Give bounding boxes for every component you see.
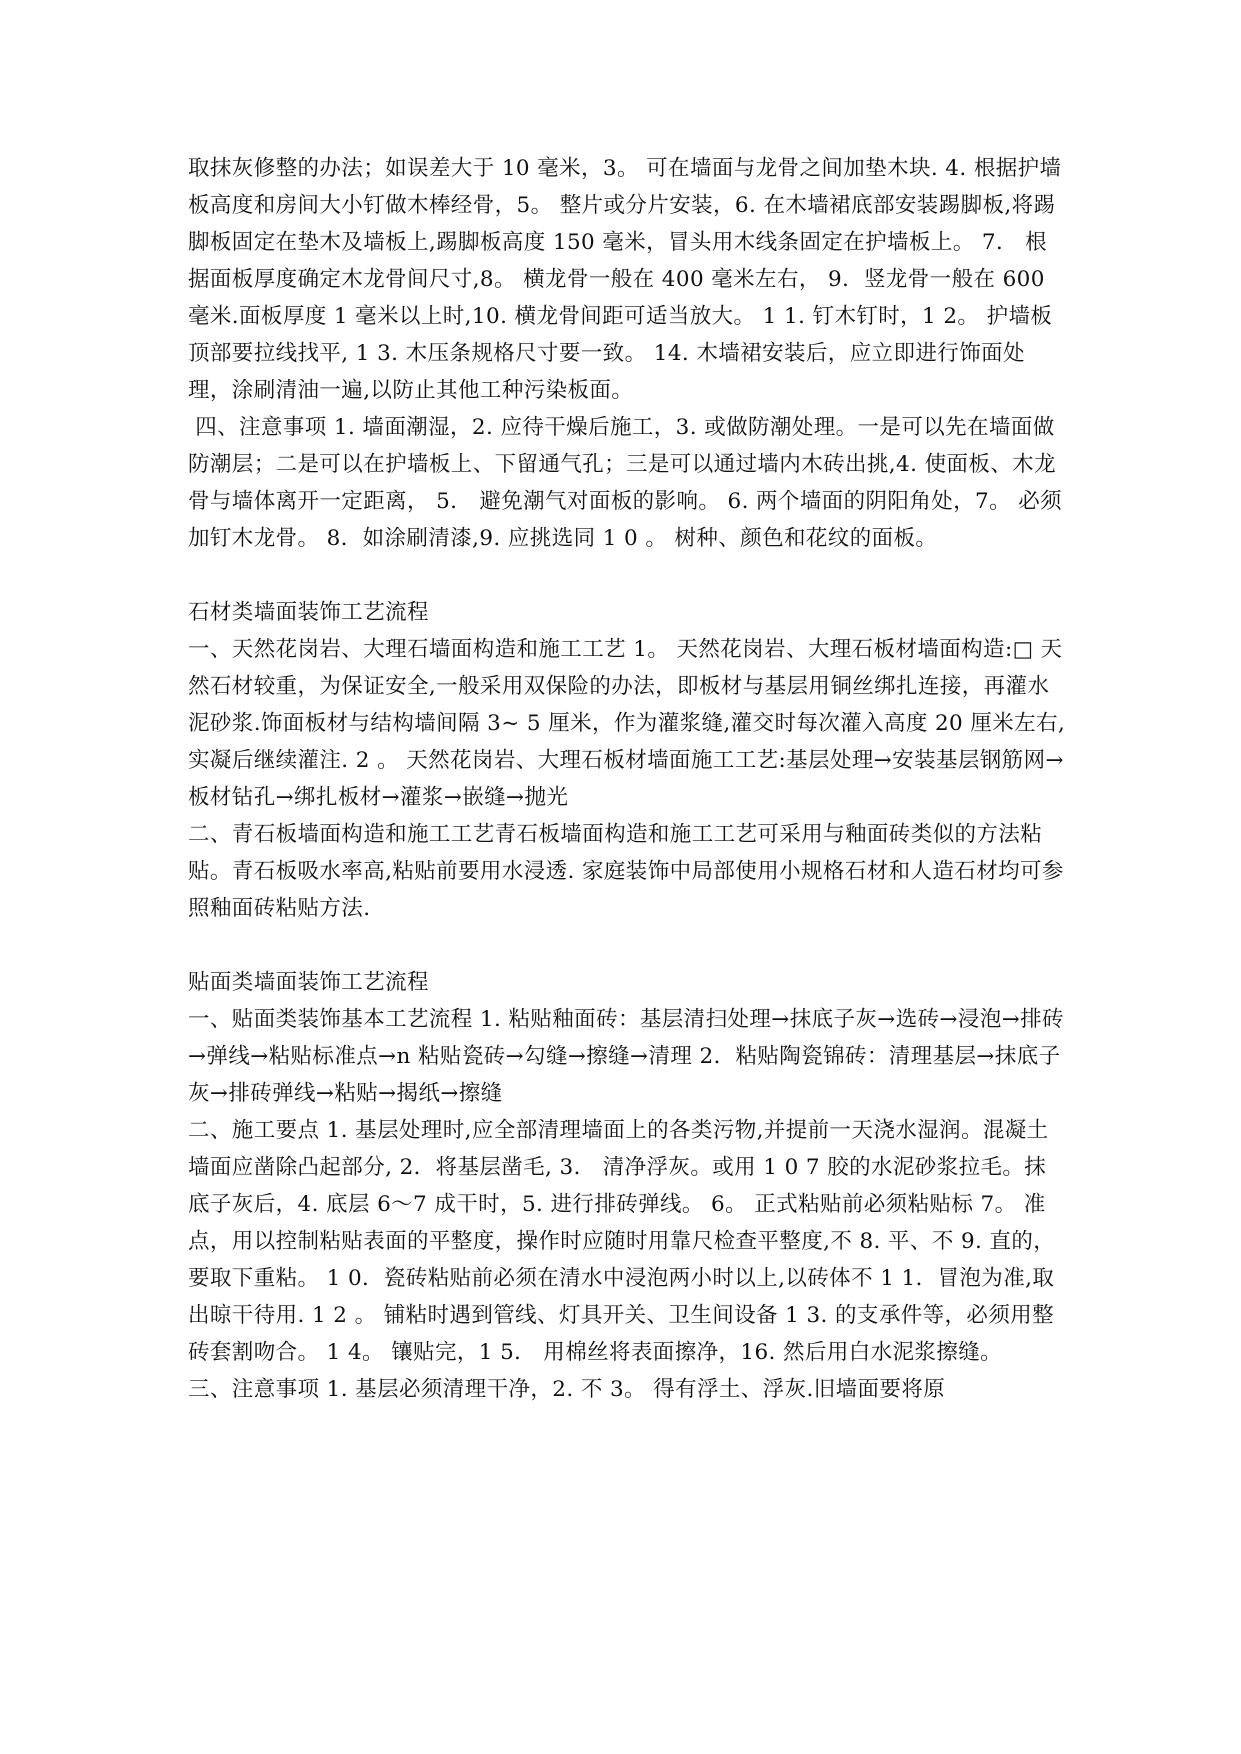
paragraph-bluestone: 二、青石板墙面构造和施工工艺青石板墙面构造和施工工艺可采用与釉面砖类似的方法粘贴。青石板吸水率高,粘贴前要用水浸透. 家庭装饰中局部使用小规格石材和人造石材均可参照釉面砖粘贴方法.	[188, 822, 1064, 921]
paragraph-wood-wall-notes: 四、注意事项 1. 墙面潮湿，2. 应待干燥后施工，3. 或做防潮处理。一是可以先在墙面做防潮层；二是可以在护墙板上、下留通气孔；三是可以通过墙内木砖出挑,4. 使面板、木龙骨与墙体离开一定距离， 5． 避免潮气对面板的影响。 6. 两个墙面的阴阳角处，7。 必须加钉木龙骨。 8．如涂刷清漆,9. 应挑选同 1 0 。 树种、颜色和花纹的面板。	[188, 415, 1063, 551]
paragraph-gap	[188, 557, 1068, 594]
paragraph-tile-notes: 三、注意事项 1. 基层必须清理干净，2. 不 3。 得有浮土、浮灰.旧墙面要将原	[188, 1377, 946, 1402]
document-body	[188, 150, 1068, 1408]
paragraph-wood-wall-steps: 取抹灰修整的办法；如误差大于 10 毫米，3。 可在墙面与龙骨之间加垫木块. 4. 根据护墙板高度和房间大小钉做木棒经骨，5。 整片或分片安装，6. 在木墙裙底部安装踢脚板,将踢脚板固定在垫木及墙板上,踢脚板高度 150 毫米，冒头用木线条固定在护墙板上。 7． 根据面板厚度确定木龙骨间尺寸,8。 横龙骨一般在 400 毫米左右， 9．竖龙骨一般在 600 毫米.面板厚度 1 毫米以上时,10. 横龙骨间距可适当放大。 1 1. 钉木钉时，1 2。 护墙板顶部要拉线找平, 1 3. 木压条规格尺寸要一致。 14. 木墙裙安装后，应立即进行饰面处理，涂刷清油一遍,以防止其他工种污染板面。	[188, 156, 1062, 403]
paragraph-tile-process: 一、贴面类装饰基本工艺流程 1. 粘贴釉面砖：基层清扫处理→抹底子灰→选砖→浸泡→排砖→弹线→粘贴标准点→n 粘贴瓷砖→勾缝→擦缝→清理 2．粘贴陶瓷锦砖：清理基层→抹底子灰→排砖弹线→粘贴→揭纸→擦缝	[188, 1007, 1064, 1106]
paragraph-granite-marble: 一、天然花岗岩、大理石墙面构造和施工工艺 1。 天然花岗岩、大理石板材墙面构造:□ 天然石材较重，为保证安全,一般采用双保险的办法，即板材与基层用铜丝绑扎连接，再灌水泥砂浆.饰面板材与结构墙间隔 3~ 5 厘米，作为灌浆缝,灌交时每次灌入高度 20 厘米左右,实凝后继续灌注. 2 。 天然花岗岩、大理石板材墙面施工工艺:基层处理→安装基层钢筋网→板材钻孔→绑扎板材→灌浆→嵌缝→抛光	[188, 637, 1066, 810]
section-heading-tile: 贴面类墙面装饰工艺流程	[188, 970, 429, 995]
paragraph-gap	[188, 927, 1068, 964]
section-heading-stone: 石材类墙面装饰工艺流程	[188, 600, 429, 625]
paragraph-tile-key-points: 二、施工要点 1. 基层处理时,应全部清理墙面上的各类污物,并提前一天浇水湿润。混凝土墙面应凿除凸起部分, 2．将基层凿毛, 3． 清净浮灰。或用 1 0 7 胶的水泥砂浆拉毛。抹底子灰后，4. 底层 6～7 成干时，5. 进行排砖弹线。 6。 正式粘贴前必须粘贴标 7。 准点，用以控制粘贴表面的平整度，操作时应随时用靠尺检查平整度,不 8. 平、不 9. 直的，要取下重粘。 1 0．瓷砖粘贴前必须在清水中浸泡两小时以上,以砖体不 1 1．冒泡为准,取出晾干待用. 1 2 。 铺粘时遇到管线、灯具开关、卫生间设备 1 3. 的支承件等，必须用整砖套割吻合。 1 4。 镶贴完，1 5． 用棉丝将表面擦净，16. 然后用白水泥浆擦缝。	[188, 1118, 1056, 1365]
